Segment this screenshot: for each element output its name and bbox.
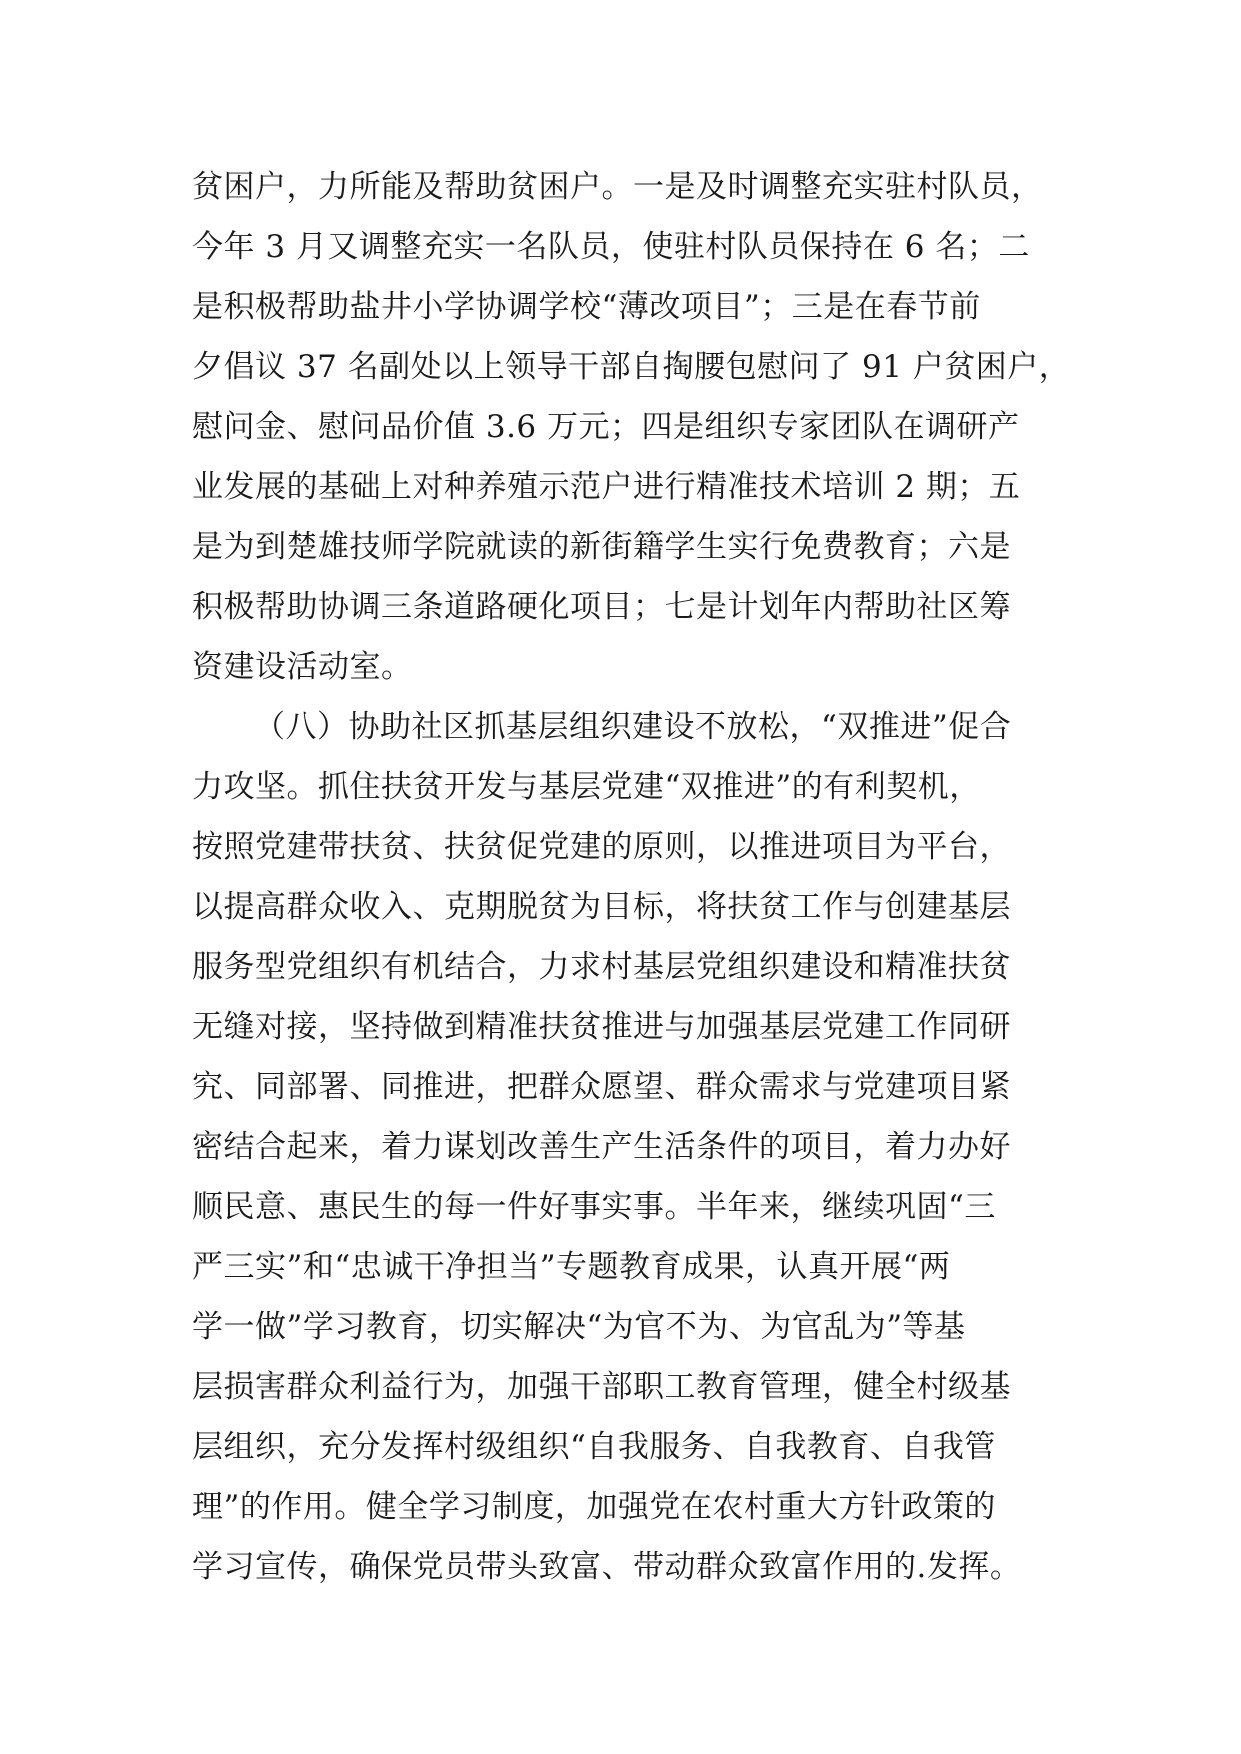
text-line: 夕倡议 37 名副处以上领导干部自掏腰包慰问了 91 户贫困户， bbox=[192, 349, 1071, 385]
text-line: 学一做”学习教育，切实解决“为官不为、为官乱为”等基 bbox=[192, 1309, 966, 1345]
text-line: 层损害群众利益行为，加强干部职工教育管理，健全村级基 bbox=[192, 1369, 1011, 1405]
text-line: 服务型党组织有机结合，力求村基层党组织建设和精准扶贫 bbox=[192, 949, 1011, 985]
text-line: 贫困户，力所能及帮助贫困户。一是及时调整充实驻村队员， bbox=[192, 169, 1043, 205]
text-line: 以提高群众收入、克期脱贫为目标，将扶贫工作与创建基层 bbox=[192, 889, 1011, 925]
text-line: （八）协助社区抓基层组织建设不放松，“双推进”促合 bbox=[254, 709, 1012, 745]
text-line: 学习宣传，确保党员带头致富、带动群众致富作用的.发挥。 bbox=[192, 1549, 1022, 1585]
text-line: 顺民意、惠民生的每一件好事实事。半年来，继续巩固“三 bbox=[192, 1189, 996, 1225]
text-line: 层组织，充分发挥村级组织“自我服务、自我教育、自我管 bbox=[192, 1429, 996, 1465]
text-line: 积极帮助协调三条道路硬化项目；七是计划年内帮助社区筹 bbox=[192, 589, 1011, 625]
text-line: 今年 3 月又调整充实一名队员，使驻村队员保持在 6 名；二 bbox=[192, 229, 1030, 265]
text-line: 严三实”和“忠诚干净担当”专题教育成果，认真开展“两 bbox=[192, 1249, 951, 1285]
text-line: 究、同部署、同推进，把群众愿望、群众需求与党建项目紧 bbox=[192, 1069, 1011, 1105]
text-line: 无缝对接，坚持做到精准扶贫推进与加强基层党建工作同研 bbox=[192, 1009, 1011, 1045]
text-line: 是为到楚雄技师学院就读的新街籍学生实行免费教育；六是 bbox=[192, 529, 1011, 565]
text-line: 力攻坚。抓住扶贫开发与基层党建“双推进”的有利契机， bbox=[192, 769, 981, 805]
document-body bbox=[192, 157, 1072, 1597]
text-line: 资建设活动室。 bbox=[192, 649, 413, 685]
text-line: 是积极帮助盐井小学协调学校“薄改项目”；三是在春节前 bbox=[192, 289, 981, 325]
paragraph-2 bbox=[192, 697, 1072, 1597]
text-line: 理”的作用。健全学习制度，加强党在农村重大方针政策的 bbox=[192, 1489, 996, 1525]
text-line: 业发展的基础上对种养殖示范户进行精准技术培训 2 期；五 bbox=[192, 469, 1021, 505]
text-line: 慰问金、慰问品价值 3.6 万元；四是组织专家团队在调研产 bbox=[192, 409, 1020, 445]
text-line: 按照党建带扶贫、扶贫促党建的原则，以推进项目为平台， bbox=[192, 829, 1011, 865]
text-line: 密结合起来，着力谋划改善生产生活条件的项目，着力办好 bbox=[192, 1129, 1011, 1165]
paragraph-1 bbox=[192, 157, 1072, 697]
